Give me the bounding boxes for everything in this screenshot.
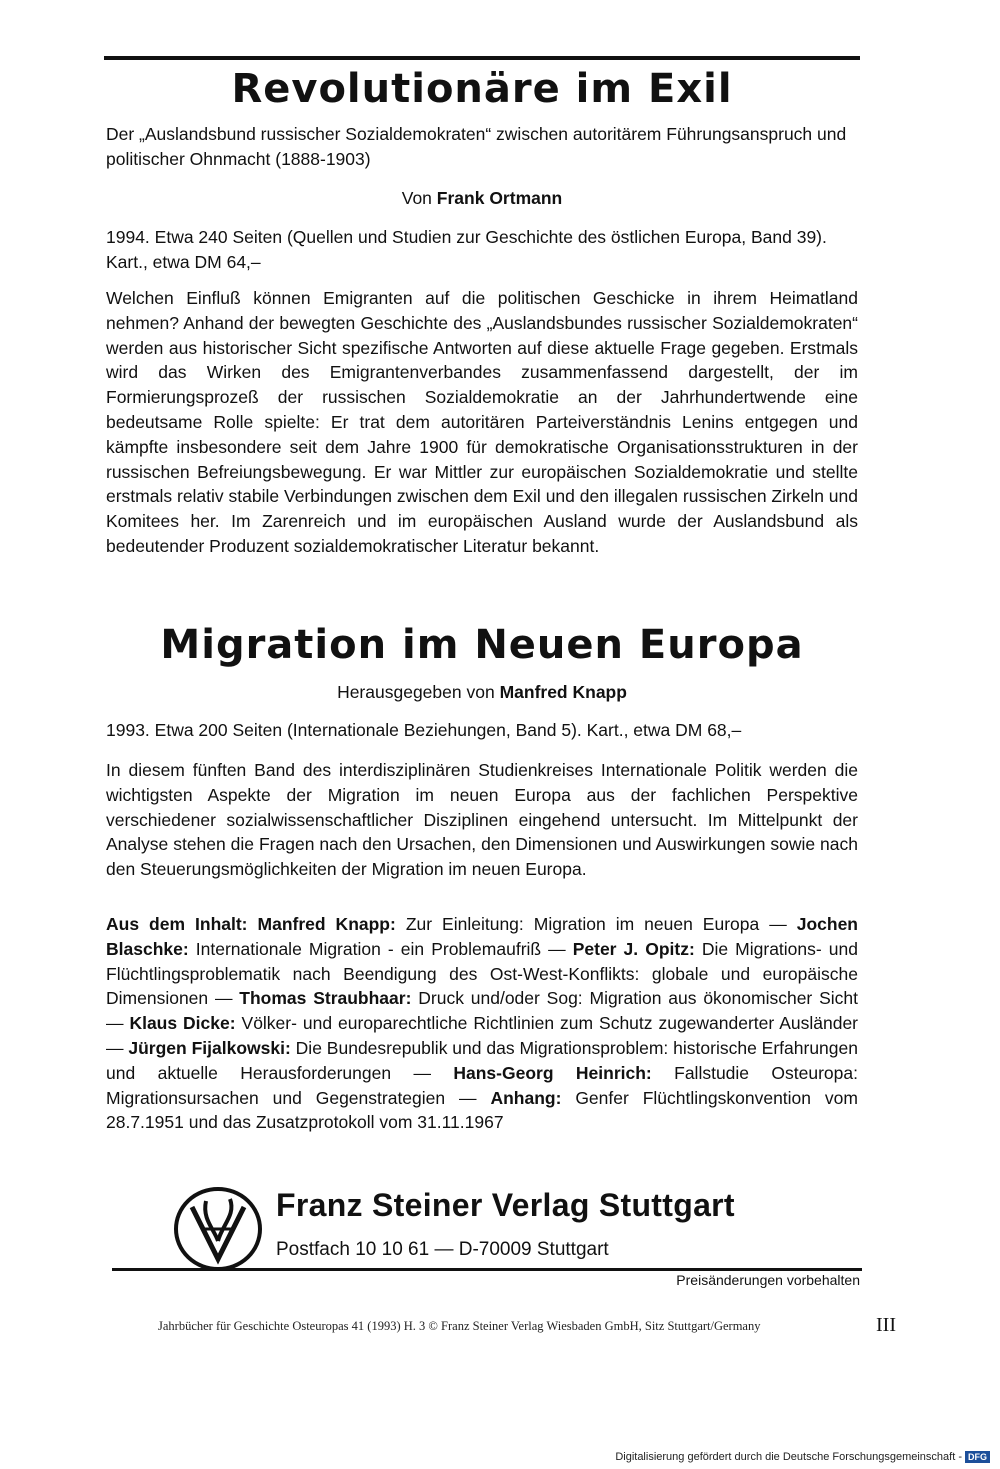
contents-entry: Druck und/oder Sog: Migration aus ökonomischer Sicht —	[106, 988, 858, 1034]
price-note: Preisänderungen vorbehalten	[676, 1272, 860, 1288]
contents-author: Manfred Knapp:	[257, 914, 396, 934]
contents-entry: Die Migrations- und Flüchtlingsproblematik nach Beendigung des Ost-West-Konflikts: globale und europäische Dimensionen —	[106, 938, 858, 1009]
contents-entry: Genfer Flüchtlingskonvention vom 28.7.1951 und das Zusatzprotokoll vom 31.11.1967	[106, 1087, 858, 1133]
page-number: III	[876, 1314, 896, 1336]
publisher-logo-icon	[172, 1185, 264, 1273]
dfg-logo-icon: DFG	[965, 1451, 990, 1463]
contents-entry: Fallstudie Osteuropa: Migrationsursachen und Gegenstrategien —	[106, 1062, 858, 1108]
book2-description: In diesem fünften Band des interdisziplinären Studienkreises Internationale Politik werden die wichtigsten Aspekte der Migration im neuen Europa aus der fachlichen Perspektive verschiedener sozialwissenschaftlicher Disziplinen eingehend untersucht. Im Mittelpunkt der Analyse stehen die Fragen nach den Ursachen, den Dimensionen und Auswirkungen sowie nach den Steuerungsmöglichkeiten der Migration im neuen Europa.	[106, 760, 858, 880]
contents-author: Hans-Georg Heinrich:	[453, 1062, 652, 1083]
contents-author: Peter J. Opitz:	[572, 938, 695, 959]
dfg-footer	[615, 1451, 990, 1463]
top-rule	[104, 56, 860, 60]
book1-author: Frank Ortmann	[436, 188, 563, 208]
book1-subtitle: Der „Auslandsbund russischer Sozialdemokraten“ zwischen autoritärem Führungsanspruch und politischer Ohnmacht (1888-1903)	[106, 124, 847, 169]
book2-title: Migration im Neuen Europa	[160, 622, 804, 668]
contents-author: Anhang:	[490, 1087, 562, 1108]
book2-contents	[106, 912, 858, 1135]
contents-author: Thomas Straubhaar:	[239, 988, 412, 1009]
book1-description: Welchen Einfluß können Emigranten auf die politischen Geschicke in ihrem Heimatland nehmen? Anhand der bewegten Geschichte des „Auslandsbundes russischer Sozialdemokraten“ werden aus historischer Sicht spezifische Antworten auf diese aktuelle Frage gegeben. Erstmals wird das Wirken des Emigrantenverbandes zusammenfassend dargestellt, der im Formierungsprozeß der russischen Sozialdemokratie an der Jahrhundertwende eine bedeutsame Rolle spielte: Er trat dem autoritären Parteiverständnis Lenins entgegen und kämpfte insbesondere seit dem Jahre 1900 für demokratische Organisationsstrukturen in der russischen Befreiungsbewegung. Er war Mittler zur europäischen Sozialdemokratie und stellte erstmals relativ stabile Verbindungen zwischen dem Exil und den illegalen russischen Zirkeln und Komitees her. Im Zarenreich und im europäischen Ausland wurde der Auslandsbund als bedeutender Produzent sozialdemokratischer Literatur bekannt.	[106, 288, 858, 556]
contents-entry: Die Bundesrepublik und das Migrationsproblem: historische Erfahrungen und aktuelle Herausforderungen —	[106, 1037, 858, 1083]
dfg-note: Digitalisierung gefördert durch die Deutsche Forschungsgemeinschaft -	[615, 1451, 962, 1463]
contents-author: Jürgen Fijalkowski:	[128, 1037, 291, 1058]
contents-entry: Völker- und europarechtliche Richtlinien zum Schutz zugewanderter Ausländer —	[106, 1013, 858, 1058]
book2-editor-line	[106, 680, 858, 705]
book1-title: Revolutionäre im Exil	[231, 66, 733, 112]
contents-author: Klaus Dicke:	[129, 1013, 236, 1034]
book1-author-line	[106, 186, 858, 211]
journal-line: Jahrbücher für Geschichte Osteuropas 41 (1993) H. 3 © Franz Steiner Verlag Wiesbaden GmbH, Sitz Stuttgart/Germany	[158, 1319, 761, 1333]
publisher-name: Franz Steiner Verlag Stuttgart	[276, 1187, 735, 1223]
book1-author-prefix: Von	[401, 188, 432, 208]
contents-label: Aus dem Inhalt:	[106, 914, 248, 934]
book2-editor: Manfred Knapp	[499, 682, 627, 702]
book2-details: 1993. Etwa 200 Seiten (Internationale Beziehungen, Band 5). Kart., etwa DM 68,–	[106, 720, 742, 740]
book2-editor-prefix: Herausgegeben von	[337, 682, 495, 702]
publisher-block	[172, 1185, 792, 1265]
contents-entry: Zur Einleitung: Migration im neuen Europa —	[395, 914, 797, 934]
bottom-rule	[112, 1268, 862, 1271]
publisher-address: Postfach 10 10 61 — D-70009 Stuttgart	[276, 1239, 609, 1260]
contents-entry: Internationale Migration - ein Problemaufriß —	[188, 938, 573, 959]
contents-author: Jochen Blaschke:	[106, 914, 858, 959]
book1-details: 1994. Etwa 240 Seiten (Quellen und Studien zur Geschichte des östlichen Europa, Band 39). Kart., etwa DM 64,–	[106, 227, 827, 272]
